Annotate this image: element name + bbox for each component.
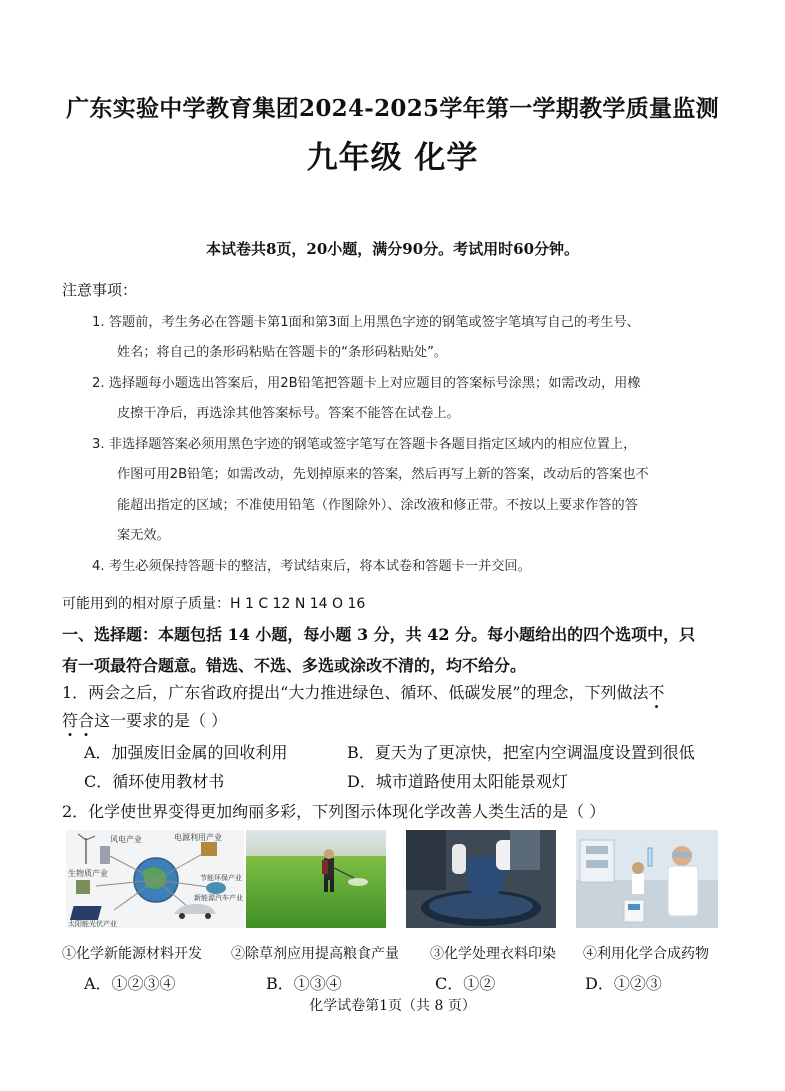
image-caption-1: ①化学新能源材料开发 [62,946,202,962]
note-line: 作图可用2B铅笔；如需改动，先划掉原来的答案，然后再写上新的答案，改动后的答案也不 [117,467,649,482]
exam-title: 广东实验中学教育集团2024-2025学年第一学期教学质量监测 [66,95,719,122]
note-line: 皮擦干净后，再选涂其他答案标号。答案不能答在试卷上。 [117,406,460,421]
note-line: 3. 非选择题答案必须用黑色字迹的钢笔或签字笔写在答题卡各题目指定区域内的相应位置上， [92,437,637,452]
q1-option-b: B．夏天为了更凉快，把室内空调温度设置到很低 [347,743,695,762]
diagram-label: 电源利用产业 [174,833,222,842]
note-line: 1. 答题前，考生务必在答题卡第1面和第3面上用黑色字迹的钢笔或签字笔填写自己的考生号、 [92,315,640,330]
note-line: 2. 选择题每小题选出答案后，用2B铅笔把答题卡上对应题目的答案标号涂黑；如需改动，用橡 [92,376,641,391]
diagram-label: 生物质产业 [68,869,108,878]
image-caption-2: ②除草剂应用提高粮食产量 [231,946,399,962]
diagram-label: 太阳能光伏产业 [68,920,117,928]
note-line: 能超出指定的区域；不准使用铅笔（作图除外）、涂改液和修正带。不按以上要求作答的答 [117,498,638,513]
lab-pharmaceutical-image [576,830,718,928]
diagram-label: 新能源汽车产业 [194,894,243,902]
diagram-label: 节能环保产业 [200,874,242,882]
q2-option-b: B．①③④ [266,974,342,993]
image-caption-3: ③化学处理衣料印染 [430,946,556,962]
q2-option-d: D．①②③ [585,974,662,993]
herbicide-field-image [246,830,386,928]
exam-subtitle: 九年级 化学 [306,140,479,176]
q2-option-c: C．①② [435,974,496,993]
notes-heading: 注意事项： [62,281,138,299]
note-line: 4. 考生必须保持答题卡的整洁，考试结束后，将本试卷和答题卡一并交回。 [92,559,531,574]
note-line: 姓名；将自己的条形码粘贴在答题卡的“条形码粘贴处”。 [117,345,448,360]
q1-option-d: D．城市道路使用太阳能景观灯 [347,772,568,791]
question-1-stem-cont: 符合这一要求的是（ ） [62,711,228,730]
note-line: 案无效。 [117,528,170,543]
q1-option-c: C．循环使用教材书 [84,772,225,791]
atomic-masses: 可能用到的相对原子质量：H 1 C 12 N 14 O 16 [62,596,366,612]
exam-summary: 本试卷共8页，20小题，满分90分。考试用时60分钟。 [205,240,580,258]
section-heading: 一、选择题：本题包括 14 小题，每小题 3 分，共 42 分。每小题给出的四个选项中，只 [62,625,696,644]
emphasis-char: 不 [648,683,665,702]
fabric-dyeing-image [406,830,556,928]
section-heading-cont: 有一项最符合题意。错选、不选、多选或涂改不清的，均不给分。 [62,656,527,675]
page-footer: 化学试卷第1页（共 8 页） [309,998,476,1014]
emphasis-char: 合 [78,711,95,730]
image-caption-4: ④利用化学合成药物 [583,946,709,962]
q2-option-a: A．①②③④ [84,974,176,993]
emphasis-char: 符 [62,711,79,730]
new-energy-diagram-image [66,830,244,928]
q1-option-a: A．加强废旧金属的回收利用 [84,743,288,762]
diagram-label: 风电产业 [110,835,142,844]
question-2-stem: 2．化学使世界变得更加绚丽多彩，下列图示体现化学改善人类生活的是（ ） [62,802,606,821]
question-1-stem: 1．两会之后，广东省政府提出“大力推进绿色、循环、低碳发展”的理念，下列做法不 [62,683,665,702]
